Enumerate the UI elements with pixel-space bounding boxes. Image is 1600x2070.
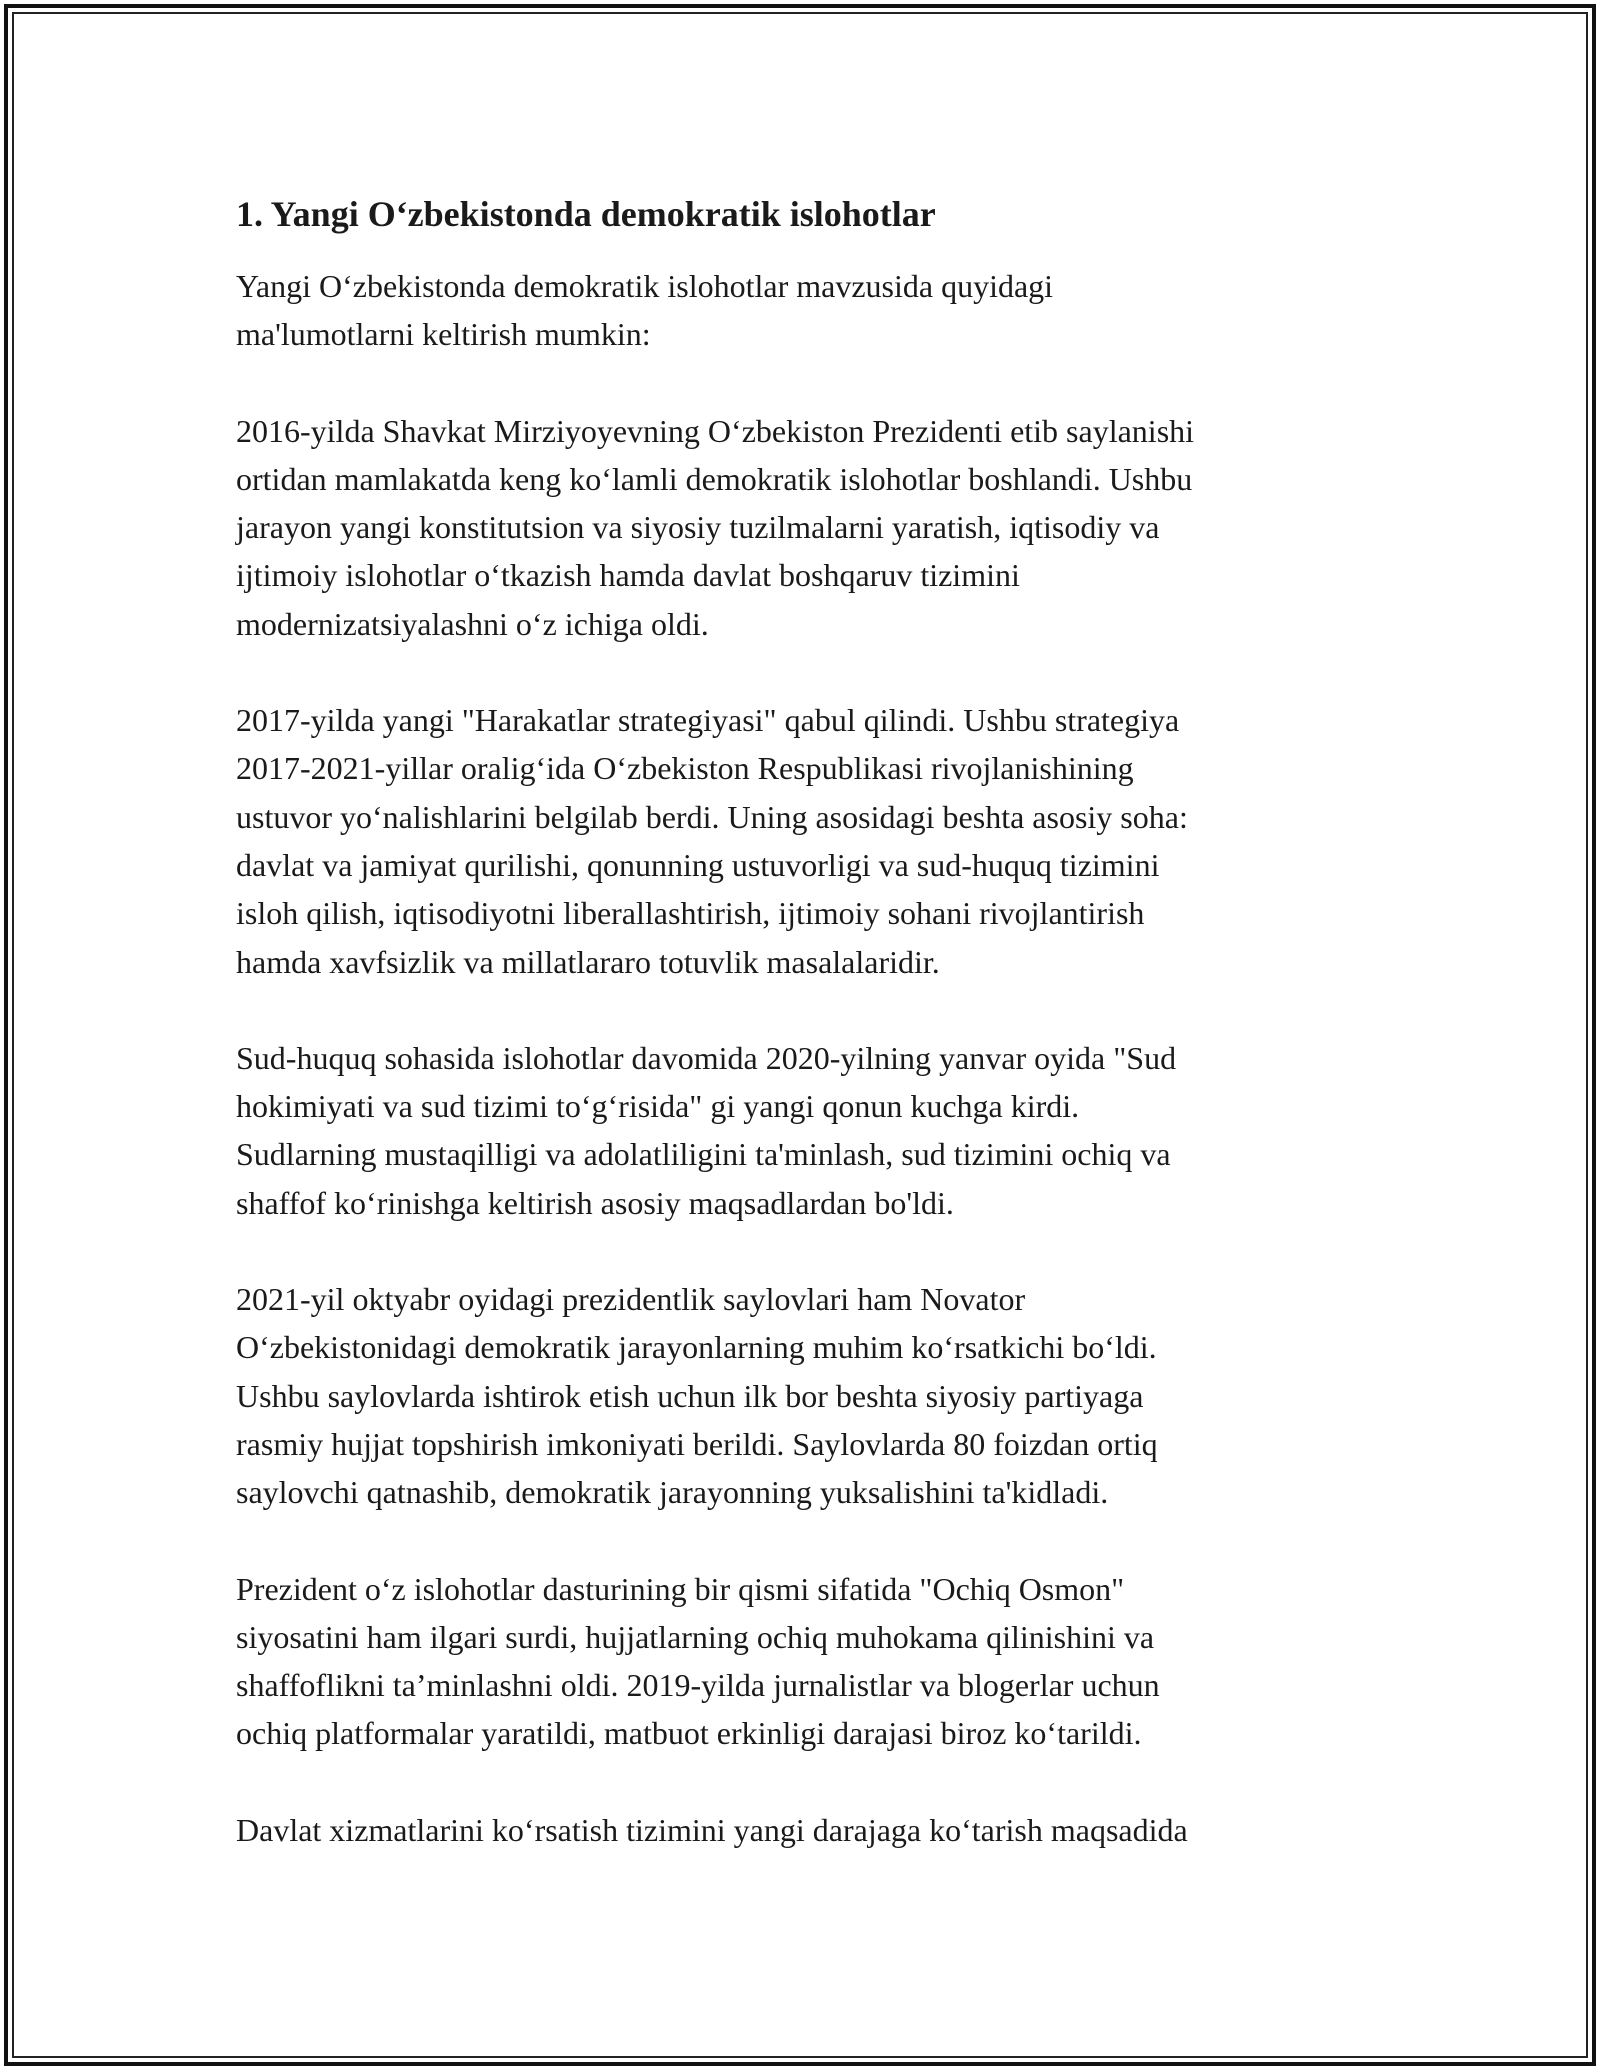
paragraph-intro — [236, 262, 1366, 359]
document-page — [236, 186, 1366, 1902]
text-line: 2021-yil oktyabr oyidagi prezidentlik saylovlari ham Novator — [236, 1281, 1026, 1318]
text-line: ortidan mamlakatda keng ko‘lamli demokratik islohotlar boshlandi. Ushbu — [236, 460, 1193, 497]
paragraph-public-services — [236, 1806, 1366, 1854]
paragraph-open-sky — [236, 1565, 1366, 1758]
text-line: hamda xavfsizlik va millatlararo totuvlik masalalaridir. — [236, 943, 940, 980]
text-line: ijtimoiy islohotlar o‘tkazish hamda davlat boshqaruv tizimini — [236, 557, 1020, 594]
text-line: modernizatsiyalashni o‘z ichiga oldi. — [236, 605, 709, 642]
paragraph-2016 — [236, 407, 1366, 648]
text-line: hokimiyati va sud tizimi to‘g‘risida" gi yangi qonun kuchga kirdi. — [236, 1088, 1080, 1125]
text-line: Sudlarning mustaqilligi va adolatliligini ta'minlash, sud tizimini ochiq va — [236, 1136, 1171, 1173]
text-line: shaffof ko‘rinishga keltirish asosiy maqsadlardan bo'ldi. — [236, 1184, 954, 1221]
text-line: ochiq platformalar yaratildi, matbuot erkinligi darajasi biroz ko‘tarildi. — [236, 1715, 1142, 1752]
text-line: davlat va jamiyat qurilishi, qonunning ustuvorligi va sud-huquq tizimini — [236, 846, 1160, 883]
text-line: Prezident o‘z islohotlar dasturining bir qismi sifatida "Ochiq Osmon" — [236, 1570, 1125, 1607]
text-line: ma'lumotlarni keltirish mumkin: — [236, 316, 651, 353]
text-line: Ushbu saylovlarda ishtirok etish uchun ilk bor beshta siyosiy partiyaga — [236, 1377, 1144, 1414]
paragraph-2017-strategy — [236, 696, 1366, 986]
paragraph-2021-elections — [236, 1275, 1366, 1516]
text-line: siyosatini ham ilgari surdi, hujjatlarning ochiq muhokama qilinishini va — [236, 1618, 1155, 1655]
text-line: O‘zbekistonidagi demokratik jarayonlarning muhim ko‘rsatkichi bo‘ldi. — [236, 1329, 1157, 1366]
text-line: jarayon yangi konstitutsion va siyosiy tuzilmalarni yaratish, iqtisodiy va — [236, 509, 1160, 546]
paragraph-judicial-reform — [236, 1034, 1366, 1227]
text-line: rasmiy hujjat topshirish imkoniyati berildi. Saylovlarda 80 foizdan ortiq — [236, 1425, 1158, 1462]
text-line: shaffoflikni ta’minlashni oldi. 2019-yilda jurnalistlar va blogerlar uchun — [236, 1667, 1160, 1704]
text-line: saylovchi qatnashib, demokratik jarayonning yuksalishini ta'kidladi. — [236, 1474, 1109, 1511]
text-line: Sud-huquq sohasida islohotlar davomida 2020-yilning yanvar oyida "Sud — [236, 1039, 1177, 1076]
text-line: Davlat xizmatlarini ko‘rsatish tizimini yangi darajaga ko‘tarish maqsadida — [236, 1811, 1188, 1848]
text-line: Yangi O‘zbekistonda demokratik islohotlar mavzusida quyidagi — [236, 268, 1054, 304]
document-title: 1. Yangi O‘zbekistonda demokratik islohotlar — [236, 194, 936, 234]
text-line: 2017-yilda yangi "Harakatlar strategiyasi" qabul qilindi. Ushbu strategiya — [236, 702, 1180, 739]
text-line: isloh qilish, iqtisodiyotni liberallashtirish, ijtimoiy sohani rivojlantirish — [236, 895, 1145, 932]
text-line: 2017-2021-yillar oralig‘ida O‘zbekiston Respublikasi rivojlanishining — [236, 750, 1134, 787]
text-line: ustuvor yo‘nalishlarini belgilab berdi. Uning asosidagi beshta asosiy soha: — [236, 798, 1188, 835]
text-line: 2016-yilda Shavkat Mirziyoyevning O‘zbekiston Prezidenti etib saylanishi — [236, 412, 1195, 449]
